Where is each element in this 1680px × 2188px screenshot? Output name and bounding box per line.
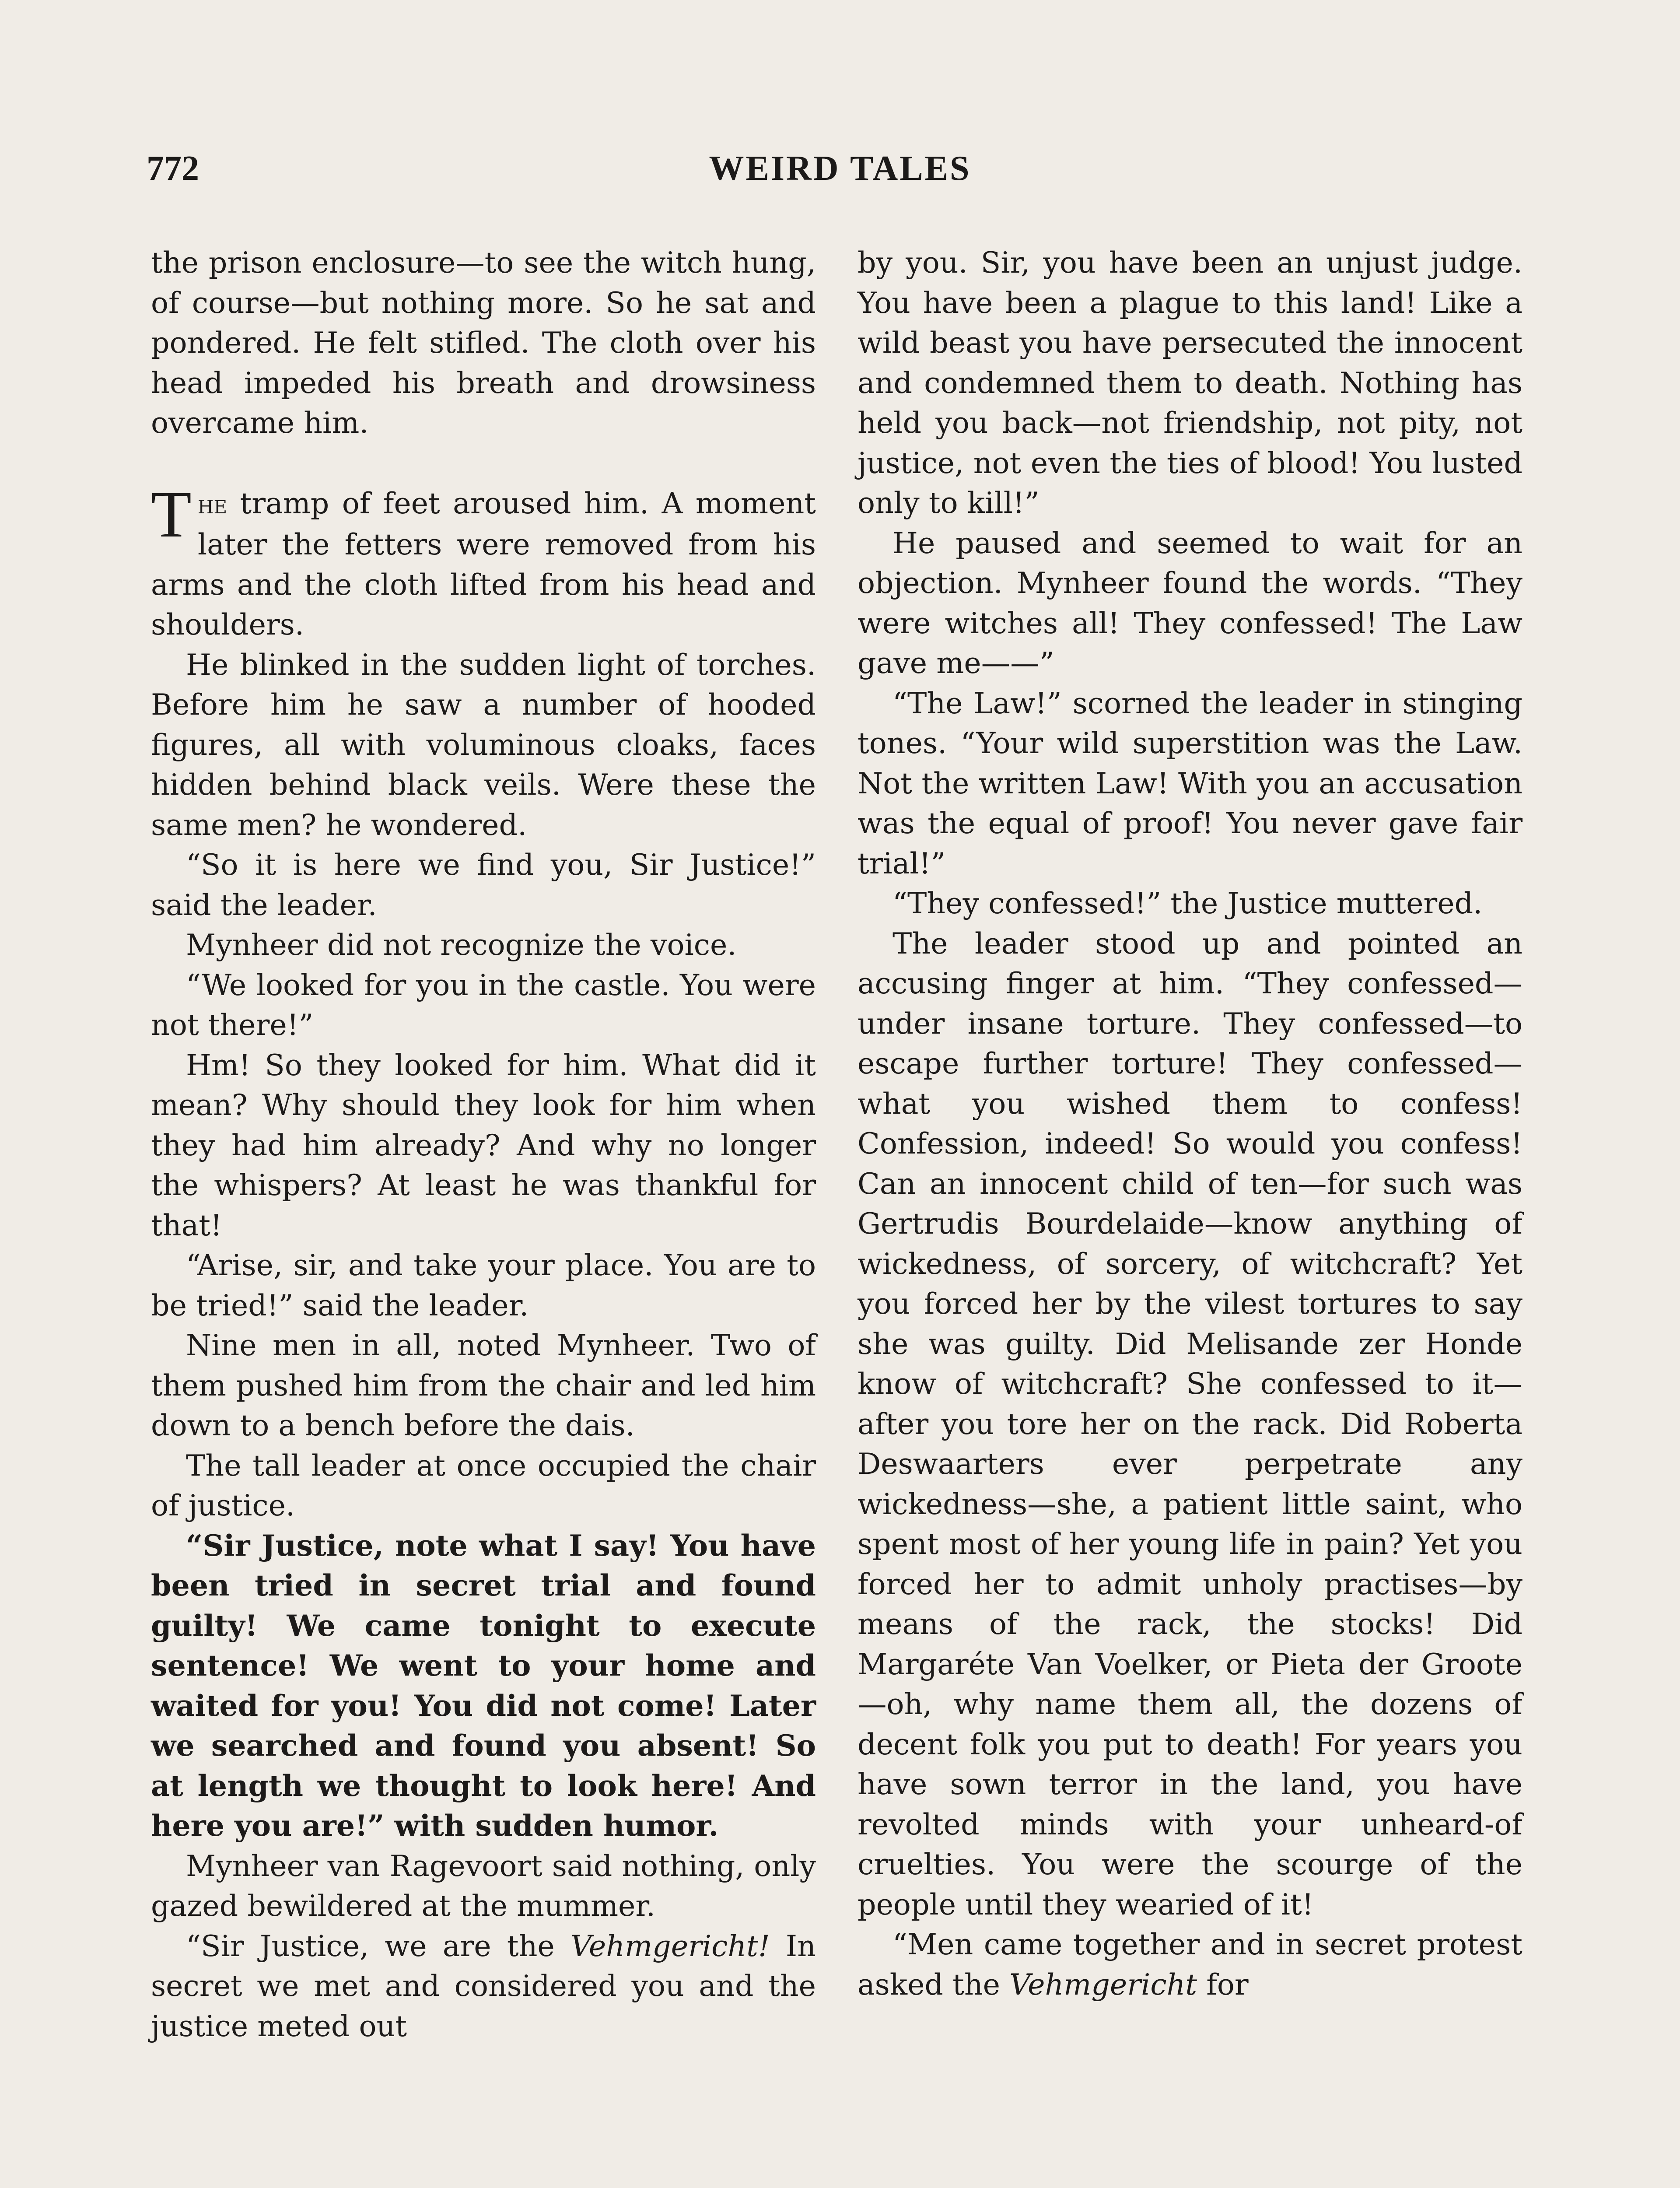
right-column: [858, 243, 1522, 2005]
left-column: [151, 243, 816, 2046]
paragraph: “We looked for you in the castle. You were not there!”: [151, 968, 816, 1042]
paragraph: The tall leader at once occupied the chair of justice.: [151, 1448, 816, 1522]
paragraph: The leader stood up and pointed an accusing finger at him. “They confessed—under insane torture. They confessed—to escape further torture! They confessed—what you wished them to confess! Confession, indeed! So would you confess! Can an innocent child of ten—for such was Gertrudis Bourdelaide—know anything of wickedness, of sorcery, of witchcraft? Yet you forced her by the vilest tortures to say she was guilty. Did Melisande zer Honde know of witchcraft? She confessed to it—after you tore her on the rack. Did Roberta Deswaarters ever perpetrate any wickedness—she, a patient little saint, who spent most of her young life in pain? Yet you forced her to admit unholy practises—by means of the rack, the stocks! Did Margaréte Van Voelker, or Pieta der Groote—oh, why name them all, the dozens of decent folk you put to death! For years you have sown terror in the land, you have revolted minds with your unheard-of cruelties. You were the scourge of the people until they wearied of it!: [858, 926, 1522, 1922]
paragraph: “Sir Justice, note what I say! You have been tried in secret trial and found guilty! We came tonight to execute sentence! We went to your home and waited for you! You did not come! Later we searched and found you absent! So at length we thought to look here! And here you are!” with sudden humor.: [151, 1528, 816, 1843]
running-title: WEIRD TALES: [709, 149, 971, 188]
drop-cap: T: [151, 477, 192, 551]
paragraph: Nine men in all, noted Mynheer. Two of them pushed him from the chair and led him down to a bench before the dais.: [151, 1328, 816, 1442]
paragraph-text: In secret we met and considered you and the justice meted out: [151, 1929, 816, 2043]
section-opening-paragraph: [151, 477, 816, 645]
paragraph-text: tramp of feet aroused him. A moment later the fetters were removed from his arms and the cloth lifted from his head and shoulders.: [151, 486, 816, 642]
paragraph: “The Law!” scorned the leader in stinging tones. “Your wild superstition was the Law. Not the written Law! With you an accusation was the equal of proof! You never gave fair trial!”: [858, 686, 1522, 880]
paragraph: the prison enclosure—to see the witch hung, of course—but nothing more. So he sat and pondered. He felt stifled. The cloth over his head impeded his breath and drowsiness overcame him.: [151, 245, 816, 440]
paragraph: by you. Sir, you have been an unjust judge. You have been a plague to this land! Like a wild beast you have persecuted the innocent and condemned them to death. Nothing has held you back—not friendship, not pity, not justice, not even the ties of blood! You lusted only to kill!”: [858, 245, 1522, 520]
paragraph: He blinked in the sudden light of torches. Before him he saw a number of hooded figures, all with voluminous cloaks, faces hidden behind black veils. Were these the same men? he wondered.: [151, 647, 816, 842]
paragraph-text: “Sir Justice, we are the: [186, 1929, 570, 1963]
italic-term: Vehmgericht: [1009, 1967, 1197, 2002]
paragraph-text: “Men came together and in secret protest asked the: [858, 1927, 1522, 2002]
paragraph-text: for: [1197, 1967, 1249, 2002]
paragraph: “They confessed!” the Justice muttered.: [892, 886, 1483, 920]
paragraph: “Arise, sir, and take your place. You are to be tried!” said the leader.: [151, 1248, 816, 1322]
paragraph: Mynheer van Ragevoort said nothing, only gazed bewildered at the mummer.: [151, 1848, 816, 1923]
paragraph: [858, 1925, 1522, 2005]
page-header: [147, 144, 1533, 193]
paragraph: He paused and seemed to wait for an objection. Mynheer found the words. “They were witches all! They confessed! The Law gave me——”: [858, 526, 1522, 680]
page-number: 772: [147, 149, 199, 188]
paragraph: [151, 1926, 816, 2047]
small-caps-lead: he: [197, 489, 228, 520]
italic-term: Vehmgericht!: [570, 1929, 770, 1963]
paragraph: Hm! So they looked for him. What did it mean? Why should they look for him when they had him already? And why no longer the whispers? At least he was thankful for that!: [151, 1048, 816, 1242]
paragraph: “So it is here we find you, Sir Justice!” said the leader.: [151, 848, 816, 922]
paragraph: Mynheer did not recognize the voice.: [186, 928, 737, 962]
